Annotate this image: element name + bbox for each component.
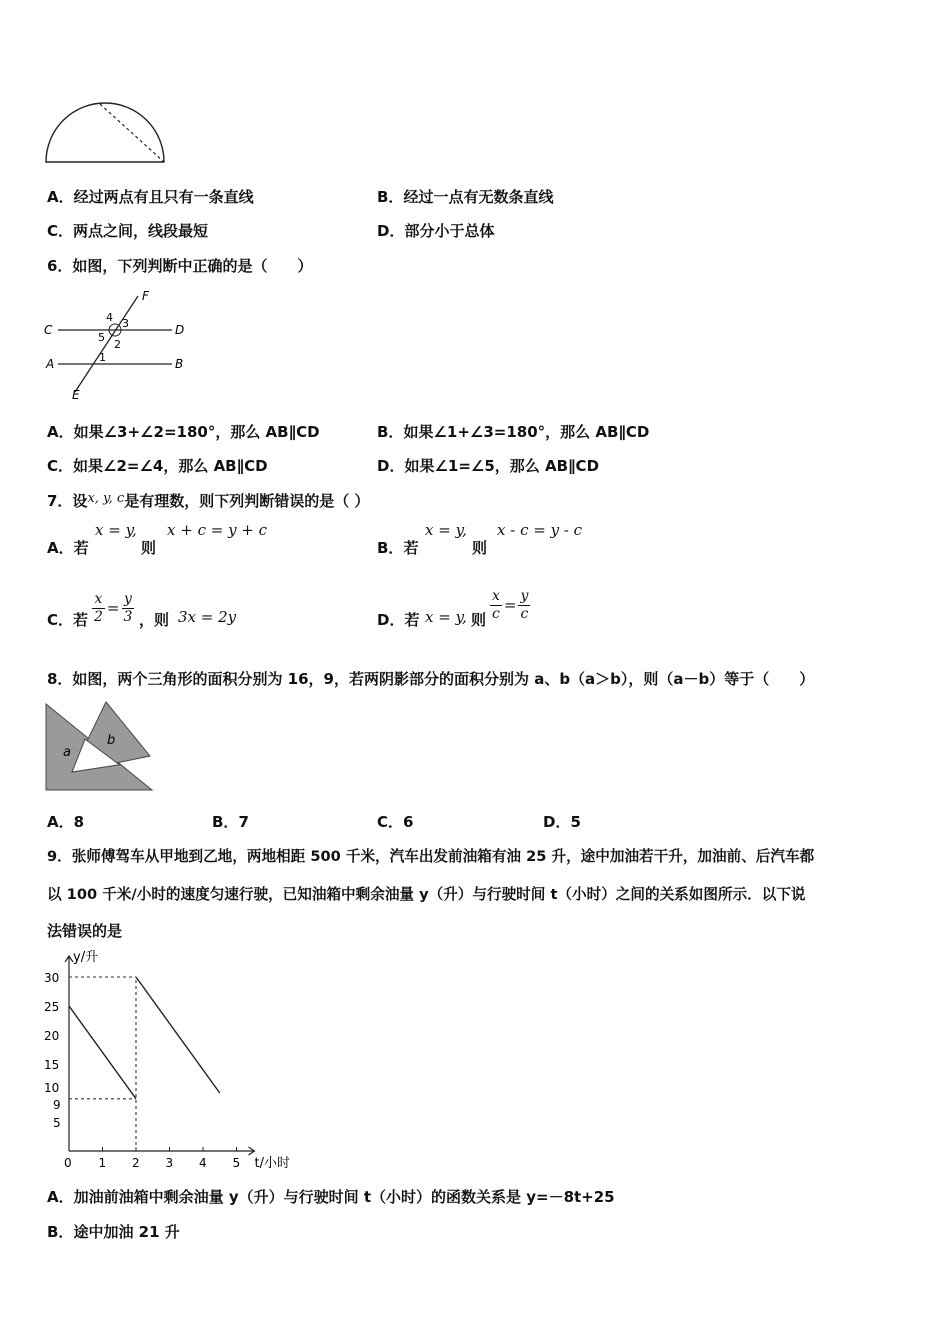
label-angle-4: 4 [106, 311, 113, 324]
series-line [136, 977, 220, 1093]
q7-option-c-label[interactable]: C．若 [47, 611, 89, 629]
q7-option-b-then: 则 [472, 539, 488, 557]
q7-option-c-then: ，则 [139, 611, 170, 629]
q7-option-d-label[interactable]: D．若 [377, 611, 420, 629]
fuel-chart [40, 948, 305, 1176]
x-tick-label: 3 [165, 1156, 174, 1170]
q6-option-b[interactable]: B．如果∠1+∠3=180°，那么 AB∥CD [377, 423, 650, 441]
semicircle-figure [44, 100, 168, 166]
y-tick-label: 25 [44, 1000, 60, 1014]
label-D: D [175, 323, 185, 337]
q5-option-a[interactable]: A．经过两点有且只有一条直线 [47, 188, 254, 206]
y-tick-label: 15 [44, 1058, 60, 1072]
label-B: B [175, 357, 184, 371]
q7-option-c-equation: $\frac{x}{2}$ = $\frac{y}{3}$ [94, 591, 133, 625]
x-axis-label: t/小时 [254, 1156, 290, 1171]
y-axis-label: y/升 [73, 950, 99, 965]
x-tick-label: 1 [98, 1156, 107, 1170]
q6-stem: 6．如图，下列判断中正确的是（ ） [47, 257, 313, 275]
label-angle-1: 1 [99, 351, 106, 364]
q7-option-b-condition: x = y, [425, 521, 467, 539]
q8-option-d[interactable]: D．5 [543, 813, 581, 831]
q6-option-c[interactable]: C．如果∠2=∠4，那么 AB∥CD [47, 457, 268, 475]
x-tick-label: 2 [132, 1156, 140, 1170]
q8-option-a[interactable]: A．8 [47, 813, 85, 831]
q7-option-d-condition: x = y, [425, 608, 467, 626]
q6-option-a[interactable]: A．如果∠3+∠2=180°，那么 AB∥CD [47, 423, 320, 441]
q8-stem: 8．如图，两个三角形的面积分别为 16，9，若两阴影部分的面积分别为 a、b（a＞b），则（a－b）等于（ ） [47, 670, 815, 688]
q7-option-d-then: 则 [471, 611, 487, 629]
y-tick-label: 9 [53, 1097, 61, 1112]
q7-option-b-label[interactable]: B．若 [377, 539, 419, 557]
x-tick-label: 0 [64, 1156, 72, 1170]
label-angle-2: 2 [114, 338, 121, 351]
q7-option-b-result: x - c = y - c [497, 521, 583, 539]
y-tick-label: 20 [44, 1029, 60, 1043]
q9-stem-line-3: 法错误的是 [47, 922, 123, 940]
x-tick-label: 5 [232, 1156, 241, 1170]
q8-option-c[interactable]: C．6 [377, 813, 414, 831]
q9-stem-line-2: 以 100 千米/小时的速度匀速行驶，已知油箱中剩余油量 y（升）与行驶时间 t（小时）之间的关系如图所示．以下说 [47, 886, 806, 903]
q7-stem: 7．设x, y, c是有理数，则下列判断错误的是（ ） [47, 491, 370, 510]
label-b: b [107, 733, 116, 748]
q9-option-b[interactable]: B．途中加油 21 升 [47, 1223, 180, 1241]
label-A: A [46, 357, 55, 371]
label-angle-5: 5 [98, 331, 105, 344]
q7-option-a-result: x + c = y + c [167, 521, 268, 539]
y-tick-label: 30 [44, 971, 60, 985]
series-line [69, 1006, 136, 1099]
label-C: C [44, 323, 53, 337]
parallel-lines-figure [42, 286, 192, 402]
q7-option-a-label[interactable]: A．若 [47, 539, 89, 557]
label-angle-3: 3 [122, 317, 129, 330]
triangles-figure [44, 700, 156, 794]
q7-option-d-equation: $\frac{x}{c}$ = $\frac{y}{c}$ [492, 588, 529, 622]
x-tick-label: 4 [199, 1156, 207, 1170]
q5-option-b[interactable]: B．经过一点有无数条直线 [377, 188, 554, 206]
q7-option-c-result: 3x = 2y [178, 608, 237, 626]
q6-option-d[interactable]: D．如果∠1=∠5，那么 AB∥CD [377, 457, 600, 475]
label-F: F [142, 289, 149, 303]
q7-option-a-then: 则 [141, 539, 157, 557]
y-tick-label: 5 [53, 1116, 61, 1130]
q9-stem-line-1: 9．张师傅驾车从甲地到乙地，两地相距 500 千米，汽车出发前油箱有油 25 升，途中加油若干升，加油前、后汽车都 [47, 848, 815, 865]
q9-option-a[interactable]: A．加油前油箱中剩余油量 y（升）与行驶时间 t（小时）的函数关系是 y=－8t+25 [47, 1188, 615, 1206]
q8-option-b[interactable]: B．7 [212, 813, 249, 831]
y-tick-label: 10 [44, 1081, 60, 1095]
label-a: a [63, 745, 71, 760]
label-E: E [72, 388, 80, 402]
q7-option-a-condition: x = y, [95, 521, 137, 539]
q5-option-d[interactable]: D．部分小于总体 [377, 222, 495, 240]
q5-option-c[interactable]: C．两点之间，线段最短 [47, 222, 209, 240]
